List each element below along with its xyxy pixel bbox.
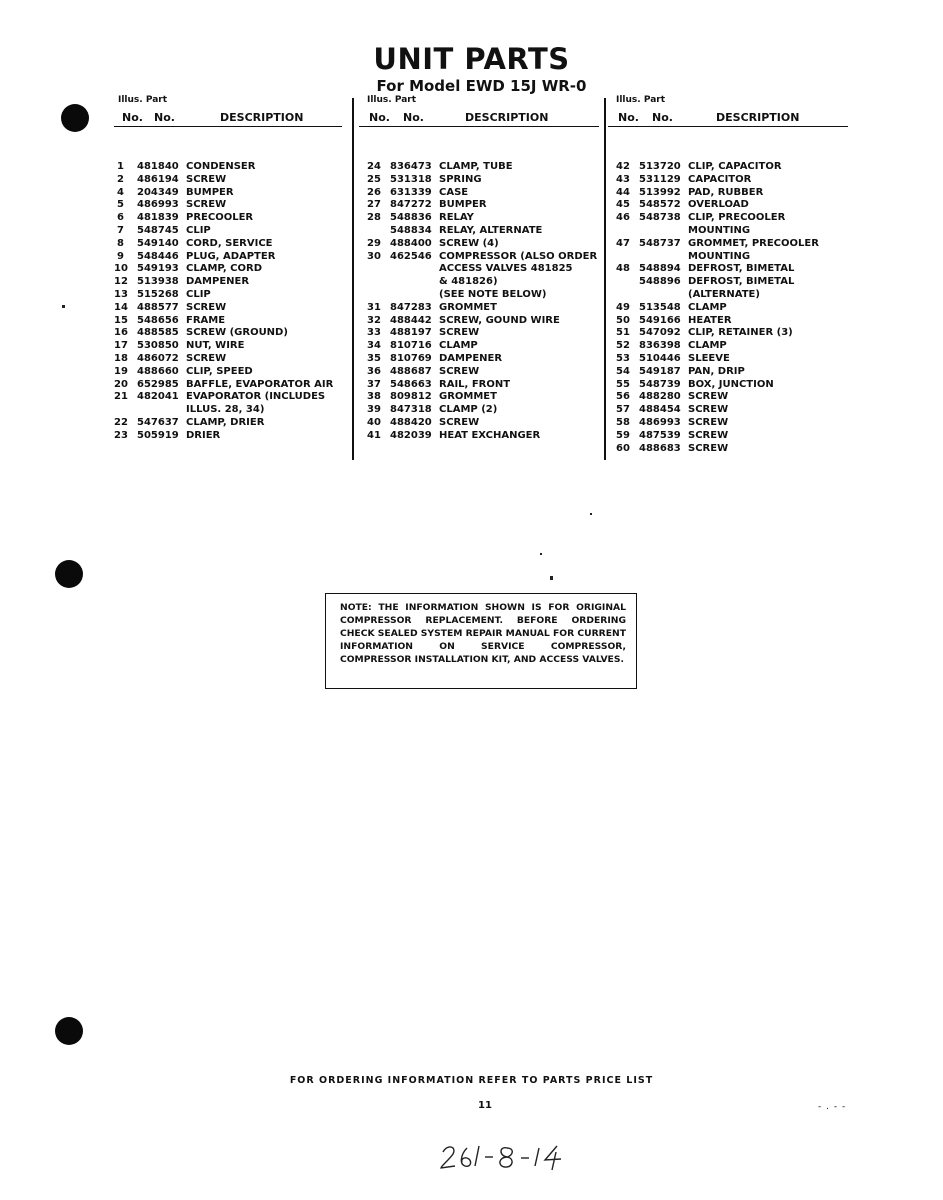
part-description: PAD, RUBBER (688, 186, 764, 198)
part-number: 549193 (137, 263, 179, 275)
part-number: 487539 (639, 429, 681, 441)
part-description: CLIP (186, 288, 211, 300)
illus-number: 26 (367, 186, 381, 198)
part-description: SLEEVE (688, 352, 730, 364)
model-subtitle: For Model EWD 15J WR-0 (376, 77, 587, 95)
part-description: DAMPENER (186, 276, 250, 288)
part-number: 513548 (639, 301, 681, 313)
part-number: 548836 (390, 212, 432, 224)
part-number: 505919 (137, 429, 179, 441)
illus-number: 39 (367, 404, 381, 416)
part-number: 513992 (639, 186, 681, 198)
illus-number: 24 (367, 161, 381, 172)
handwritten-code-signature (435, 1138, 575, 1178)
part-number: 488197 (390, 327, 432, 339)
part-description: RELAY (439, 212, 474, 224)
part-description: BUMPER (439, 199, 487, 211)
illus-number: 42 (616, 161, 630, 172)
illus-number: 17 (114, 340, 128, 352)
part-description: SCREW (439, 327, 480, 339)
part-description: BUMPER (186, 186, 234, 198)
illus-part-label: Illus. Part (118, 95, 168, 105)
illus-number: 50 (616, 314, 630, 326)
illus-number: 47 (616, 237, 630, 249)
part-number: 482039 (390, 429, 432, 441)
part-description: CLAMP, TUBE (439, 161, 513, 172)
part-description: CORD, SERVICE (186, 237, 273, 249)
part-number: 548572 (639, 199, 681, 211)
binder-hole-top (61, 104, 89, 132)
part-description: SCREW (186, 352, 227, 364)
part-description: CLAMP, CORD (186, 263, 263, 275)
illus-part-label: Illus. Part (616, 95, 666, 105)
illus-number: 21 (114, 391, 128, 403)
part-description: OVERLOAD (688, 199, 749, 211)
illus-number: 33 (367, 327, 381, 339)
illus-number: 30 (367, 250, 381, 262)
part-number: 530850 (137, 340, 179, 352)
part-description: SCREW (688, 442, 729, 454)
illus-no-label: No. (369, 111, 390, 124)
part-description: SCREW (186, 301, 227, 313)
part-description: CLAMP (2) (439, 404, 498, 416)
part-description: & 481826) (439, 276, 498, 288)
illus-number: 10 (114, 263, 128, 275)
illus-number: 12 (114, 276, 128, 288)
part-number: 488280 (639, 391, 681, 403)
part-number: 810769 (390, 352, 432, 364)
illus-number: 4 (117, 186, 124, 198)
part-description: ILLUS. 28, 34) (186, 404, 265, 416)
part-description: PAN, DRIP (688, 365, 745, 377)
part-number: 847318 (390, 404, 432, 416)
part-number: 548745 (137, 224, 179, 236)
part-number: 548896 (639, 276, 681, 288)
part-number: 847283 (390, 301, 432, 313)
part-number: 549187 (639, 365, 681, 377)
illus-part-label: Illus. Part (367, 95, 417, 105)
part-number: 548737 (639, 237, 681, 249)
part-description: CLIP, SPEED (186, 365, 253, 377)
illus-number: 44 (616, 186, 630, 198)
illus-number: 46 (616, 212, 630, 224)
part-description: CLIP, CAPACITOR (688, 161, 782, 172)
illus-number: 40 (367, 416, 381, 428)
part-number: 549166 (639, 314, 681, 326)
part-number: 482041 (137, 391, 179, 403)
part-description: SCREW (439, 365, 480, 377)
illus-number: 43 (616, 173, 630, 185)
illus-number: 41 (367, 429, 381, 441)
part-number: 809812 (390, 391, 432, 403)
part-number: 486993 (639, 416, 681, 428)
illus-number: 28 (367, 212, 381, 224)
part-description: (ALTERNATE) (688, 288, 760, 300)
scan-speck (540, 553, 542, 555)
part-number: 481839 (137, 212, 179, 224)
illus-number: 59 (616, 429, 630, 441)
part-description: CASE (439, 186, 469, 198)
header-rule (608, 126, 848, 127)
part-description: BOX, JUNCTION (688, 378, 774, 390)
part-description: CLAMP (688, 301, 727, 313)
binder-hole-bottom (55, 1017, 83, 1045)
illus-number: 54 (616, 365, 630, 377)
illus-number: 60 (616, 442, 630, 454)
column-divider-1 (352, 98, 354, 460)
part-number: 488660 (137, 365, 179, 377)
part-number: 488420 (390, 416, 432, 428)
part-number: 548834 (390, 224, 432, 236)
part-description: RELAY, ALTERNATE (439, 224, 543, 236)
illus-number: 51 (616, 327, 630, 339)
illus-number: 22 (114, 416, 128, 428)
binder-hole-middle (55, 560, 83, 588)
page-number: 11 (478, 1100, 492, 1111)
illus-number: 58 (616, 416, 630, 428)
part-number: 462546 (390, 250, 432, 262)
part-number: 548663 (390, 378, 432, 390)
part-number: 548738 (639, 212, 681, 224)
part-description: CLAMP (439, 340, 478, 352)
part-number: 836398 (639, 340, 681, 352)
part-description: SCREW (688, 416, 729, 428)
part-description: MOUNTING (688, 250, 751, 262)
part-description: GROMMET, PRECOOLER (688, 237, 819, 249)
part-description: NUT, WIRE (186, 340, 245, 352)
illus-number: 8 (117, 237, 124, 249)
illus-number: 20 (114, 378, 128, 390)
illus-number: 34 (367, 340, 381, 352)
illus-number: 56 (616, 391, 630, 403)
part-number: 488442 (390, 314, 432, 326)
part-description: SCREW (688, 404, 729, 416)
margin-mark: - . - - (818, 1102, 847, 1112)
part-number: 548446 (137, 250, 179, 262)
part-description: RAIL, FRONT (439, 378, 511, 390)
header-rule (114, 126, 342, 127)
illus-number: 31 (367, 301, 381, 313)
part-description: SCREW (4) (439, 237, 499, 249)
part-number: 510446 (639, 352, 681, 364)
illus-number: 6 (117, 212, 124, 224)
part-number: 547637 (137, 416, 179, 428)
part-number: 531318 (390, 173, 432, 185)
scan-speck (62, 305, 65, 308)
illus-number: 37 (367, 378, 381, 390)
illus-number: 16 (114, 327, 128, 339)
illus-number: 2 (117, 173, 124, 185)
part-number: 547092 (639, 327, 681, 339)
part-description: FRAME (186, 314, 226, 326)
illus-number: 38 (367, 391, 381, 403)
part-description: GROMMET (439, 391, 497, 403)
column-divider-2 (604, 98, 606, 460)
part-no-label: No. (154, 111, 175, 124)
part-number: 488683 (639, 442, 681, 454)
part-description: PRECOOLER (186, 212, 254, 224)
illus-number: 7 (117, 224, 124, 236)
part-description: CLAMP, DRIER (186, 416, 265, 428)
illus-number: 49 (616, 301, 630, 313)
part-description: DEFROST, BIMETAL (688, 263, 795, 275)
part-description: SCREW (688, 429, 729, 441)
page-title: UNIT PARTS (373, 42, 570, 76)
part-description: SCREW (439, 416, 480, 428)
illus-number: 14 (114, 301, 128, 313)
part-number: 548656 (137, 314, 179, 326)
part-description: MOUNTING (688, 224, 751, 236)
part-number: 204349 (137, 186, 179, 198)
scan-speck (550, 576, 553, 580)
illus-number: 9 (117, 250, 124, 262)
part-number: 486194 (137, 173, 179, 185)
part-description: HEATER (688, 314, 732, 326)
description-label: DESCRIPTION (220, 111, 304, 124)
part-no-label: No. (652, 111, 673, 124)
illus-number: 15 (114, 314, 128, 326)
description-label: DESCRIPTION (465, 111, 549, 124)
part-number: 847272 (390, 199, 432, 211)
illus-number: 1 (117, 161, 124, 172)
part-number: 481840 (137, 161, 179, 172)
part-description: ACCESS VALVES 481825 (439, 263, 573, 275)
part-number: 488400 (390, 237, 432, 249)
part-number: 486072 (137, 352, 179, 364)
illus-number: 32 (367, 314, 381, 326)
part-description: CAPACITOR (688, 173, 752, 185)
illus-number: 13 (114, 288, 128, 300)
illus-number: 23 (114, 429, 128, 441)
part-description: CLIP, PRECOOLER (688, 212, 786, 224)
compressor-note: NOTE: THE INFORMATION SHOWN IS FOR ORIGINAL COMPRESSOR REPLACEMENT. BEFORE ORDERING CHECK SEALED SYSTEM REPAIR MANUAL FOR CURRENT INFORMATION ON SERVICE COMPRESSOR, COMPRESSOR INSTALLATION KIT, AND ACCESS VALVES. (325, 593, 637, 689)
part-description: SCREW (186, 199, 227, 211)
part-number: 652985 (137, 378, 179, 390)
part-description: CLIP, RETAINER (3) (688, 327, 793, 339)
illus-number: 53 (616, 352, 630, 364)
part-number: 810716 (390, 340, 432, 352)
part-number: 488585 (137, 327, 179, 339)
illus-no-label: No. (618, 111, 639, 124)
part-description: SCREW (GROUND) (186, 327, 288, 339)
part-number: 488687 (390, 365, 432, 377)
part-number: 486993 (137, 199, 179, 211)
part-description: EVAPORATOR (INCLUDES (186, 391, 326, 403)
part-description: PLUG, ADAPTER (186, 250, 276, 262)
part-number: 836473 (390, 161, 432, 172)
illus-number: 45 (616, 199, 630, 211)
part-no-label: No. (403, 111, 424, 124)
part-number: 631339 (390, 186, 432, 198)
part-description: DEFROST, BIMETAL (688, 276, 795, 288)
part-description: DAMPENER (439, 352, 503, 364)
part-description: HEAT EXCHANGER (439, 429, 541, 441)
part-description: SPRING (439, 173, 482, 185)
illus-number: 25 (367, 173, 381, 185)
part-description: DRIER (186, 429, 221, 441)
illus-number: 35 (367, 352, 381, 364)
part-number: 513720 (639, 161, 681, 172)
illus-number: 18 (114, 352, 128, 364)
illus-number: 52 (616, 340, 630, 352)
part-description: COMPRESSOR (ALSO ORDER (439, 250, 598, 262)
illus-number: 36 (367, 365, 381, 377)
description-label: DESCRIPTION (716, 111, 800, 124)
illus-number: 19 (114, 365, 128, 377)
part-number: 515268 (137, 288, 179, 300)
part-number: 513938 (137, 276, 179, 288)
part-description: CONDENSER (186, 161, 256, 172)
part-description: SCREW, GOUND WIRE (439, 314, 560, 326)
illus-number: 27 (367, 199, 381, 211)
part-description: SCREW (688, 391, 729, 403)
part-description: GROMMET (439, 301, 497, 313)
part-description: BAFFLE, EVAPORATOR AIR (186, 378, 334, 390)
illus-no-label: No. (122, 111, 143, 124)
header-rule (359, 126, 599, 127)
part-description: SCREW (186, 173, 227, 185)
part-description: (SEE NOTE BELOW) (439, 288, 547, 300)
part-number: 488577 (137, 301, 179, 313)
scan-speck (590, 513, 592, 515)
part-number: 488454 (639, 404, 681, 416)
part-number: 548739 (639, 378, 681, 390)
illus-number: 5 (117, 199, 124, 211)
illus-number: 55 (616, 378, 630, 390)
illus-number: 57 (616, 404, 630, 416)
illus-number: 29 (367, 237, 381, 249)
part-description: CLAMP (688, 340, 727, 352)
part-number: 549140 (137, 237, 179, 249)
illus-number: 48 (616, 263, 630, 275)
part-number: 531129 (639, 173, 681, 185)
part-description: CLIP (186, 224, 211, 236)
ordering-footer: FOR ORDERING INFORMATION REFER TO PARTS PRICE LIST (289, 1075, 654, 1086)
part-number: 548894 (639, 263, 681, 275)
